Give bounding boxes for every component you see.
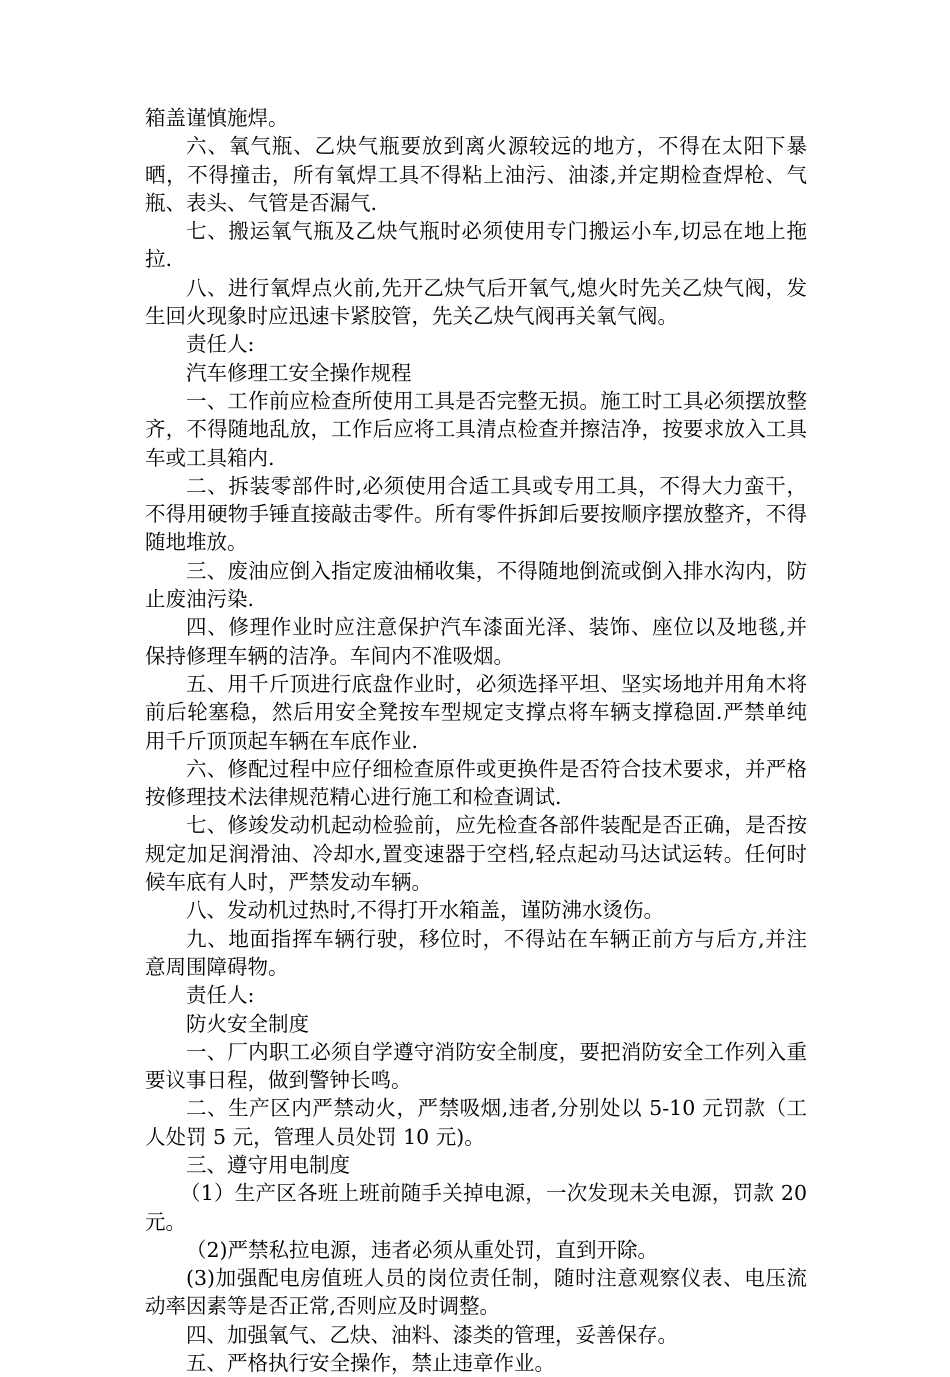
paragraph-ground-guidance: 九、地面指挥车辆行驶，移位时，不得站在车辆正前方与后方,并注意周围障碍物。: [145, 926, 807, 979]
paragraph-oxygen-acetylene-storage: 六、氧气瓶、乙炔气瓶要放到离火源较远的地方，不得在太阳下暴晒，不得撞击，所有氧焊工具不得粘上油污、油漆,并定期检查焊枪、气瓶、表头、气管是否漏气.: [145, 134, 807, 215]
responsible-person-label: 责任人:: [186, 332, 255, 357]
paragraph-parts-check: 六、修配过程中应仔细检查原件或更换件是否符合技术要求，并严格按修理技术法律规范精心进行施工和检查调试.: [145, 756, 807, 810]
paragraph-vehicle-protection: 四、修理作业时应注意保护汽车漆面光泽、装饰、座位以及地毯,并保持修理车辆的洁净。车间内不准吸烟。: [145, 615, 807, 668]
paragraph-cylinder-transport: 七、搬运氧气瓶及乙炔气瓶时必须使用专门搬运小车,切忌在地上拖拉.: [145, 219, 807, 272]
paragraph-jack-operation: 五、用千斤顶进行底盘作业时，必须选择平坦、坚实场地并用角木将前后轮塞稳，然后用安全凳按车型规定支撑点将车辆支撑稳固.严禁单纯用千斤顶顶起车辆在车底作业.: [145, 671, 807, 753]
paragraph-no-private-wiring: （2)严禁私拉电源，违者必须从重处罚，直到开除。: [186, 1237, 659, 1262]
section-heading-fire-safety: 防火安全制度: [186, 1011, 309, 1036]
paragraph-tool-inspection: 一、工作前应检查所使用工具是否完整无损。施工时工具必须摆放整齐，不得随地乱放，工作后应将工具清点检查并擦洁净，按要求放入工具车或工具箱内.: [145, 388, 807, 470]
paragraph-materials-management: 四、加强氧气、乙炔、油料、漆类的管理，妥善保存。: [186, 1322, 678, 1347]
paragraph-no-fire-no-smoking: 二、生产区内严禁动火，严禁吸烟,违者,分别处以 5-10 元罚款（工人处罚 5 元，管理人员处罚 10 元)。: [145, 1096, 807, 1149]
paragraph-waste-oil: 三、废油应倒入指定废油桶收集，不得随地倒流或倒入排水沟内，防止废油污染.: [145, 558, 807, 612]
paragraph-fire-safety-awareness: 一、厂内职工必须自学遵守消防安全制度，要把消防安全工作列入重要议事日程，做到警钟长鸣。: [145, 1039, 807, 1093]
paragraph-safe-operation: 五、严格执行安全操作，禁止违章作业。: [186, 1351, 555, 1376]
paragraph-engine-start: 七、修竣发动机起动检验前，应先检查各部件装配是否正确，是否按规定加足润滑油、冷却水,置变速器于空档,轻点起动马达试运转。任何时候车底有人时，严禁发动车辆。: [145, 813, 807, 895]
responsible-person-label: 责任人:: [186, 983, 255, 1008]
section-heading-auto-repair: 汽车修理工安全操作规程: [186, 360, 412, 385]
paragraph-continuation: 箱盖谨慎施焊。: [145, 106, 289, 130]
paragraph-power-room-duty: (3)加强配电房值班人员的岗位责任制，随时注意观察仪表、电压流动率因素等是否正常,否则应及时调整。: [145, 1266, 807, 1319]
paragraph-ignition-procedure: 八、进行氧焊点火前,先开乙炔气后开氧气,熄火时先关乙炔气阀，发生回火现象时应迅速卡紧胶管，先关乙炔气阀再关氧气阀。: [145, 275, 807, 329]
paragraph-engine-overheat: 八、发动机过热时,不得打开水箱盖，谨防沸水烫伤。: [186, 898, 665, 923]
document-body: [145, 104, 814, 1377]
paragraph-parts-disassembly: 二、拆装零部件时,必须使用合适工具或专用工具，不得大力蛮干，不得用硬物手锤直接敲击零件。所有零件拆卸后要按顺序摆放整齐，不得随地堆放。: [145, 473, 807, 555]
paragraph-electricity-rules: 三、遵守用电制度: [186, 1152, 350, 1177]
paragraph-power-off-rule: （1）生产区各班上班前随手关掉电源，一次发现未关电源，罚款 20 元。: [145, 1181, 814, 1234]
